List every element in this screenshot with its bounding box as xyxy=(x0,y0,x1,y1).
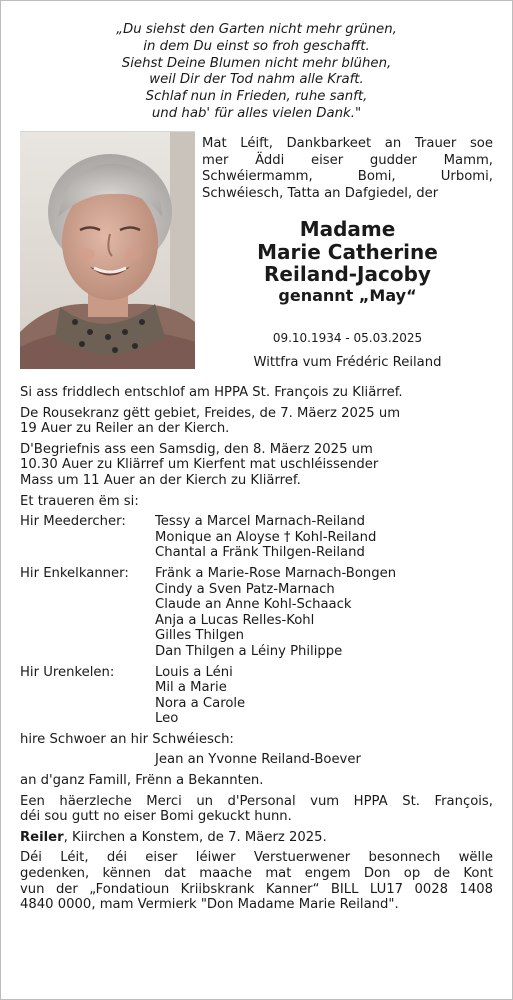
mourner-name: Chantal a Fränk Thilgen-Reiland xyxy=(155,545,365,561)
intro-line: Schwéiesch, Tatta an Dafgiedel, der xyxy=(202,185,439,201)
group-names xyxy=(155,514,376,561)
mourner-name: Leo xyxy=(155,711,179,727)
thanks-line: Een häerzleche Merci un d'Personal vum HPPA St. François, xyxy=(20,793,493,809)
mourner-name: Nora a Carole xyxy=(155,695,246,711)
mourner-name: Louis a Léni xyxy=(155,664,233,680)
mourner-name: Gilles Thilgen xyxy=(155,628,244,644)
mourner-group xyxy=(20,514,493,561)
rosary-paragraph xyxy=(20,406,493,437)
group-label: Hir Enkelkanner: xyxy=(20,565,129,581)
poem-line: weil Dir der Tod nahm alle Kraft. xyxy=(149,72,364,88)
intro-line: Mat Léift, Dankbarkeet an Trauer soe xyxy=(202,136,493,151)
intro-line: mer Äddi eiser gudder Mamm, xyxy=(202,152,493,168)
thanks-paragraph xyxy=(20,794,493,825)
deceased-surname: Reiland-Jacoby xyxy=(264,262,431,286)
poem-line: Schlaf nun in Frieden, ruhe sanft, xyxy=(145,89,368,105)
mourner-name: Fränk a Marie-Rose Marnach-Bongen xyxy=(155,565,397,581)
deceased-title: Madame xyxy=(299,217,396,241)
group-names xyxy=(155,665,245,727)
group-names xyxy=(155,566,396,660)
sibling-name: Jean an Yvonne Reiland-Boever xyxy=(155,752,361,768)
mourner-name: Monique an Aloyse † Kohl-Reiland xyxy=(155,529,377,545)
donation-line: gedenken, kënnen dat maache mat engem Don op de Kont xyxy=(20,866,493,882)
family-line: an d'ganz Famill, Frënn a Bekannten. xyxy=(20,773,264,789)
funeral-line: D'Begriefnis ass een Samsdig, den 8. Mäerz 2025 um xyxy=(20,441,373,457)
donation-line: Déi Léit, déi eiser léiwer Verstuerwener besonnech wëlle xyxy=(20,850,493,866)
poem xyxy=(0,22,513,123)
place-name: Reiler xyxy=(20,829,64,845)
group-label: Hir Meedercher: xyxy=(20,514,126,530)
funeral-line: 10.30 Auer zu Kliärref um Kierfent mat uschléissender xyxy=(20,457,379,473)
mourner-name: Tessy a Marcel Marnach-Reiland xyxy=(155,514,366,530)
funeral-line: Mass um 11 Auer an der Kierch zu Kliärref. xyxy=(20,472,301,488)
mourner-name: Anja a Lucas Relles-Kohl xyxy=(155,612,315,628)
place-date: , Kiirchen a Konstem, de 7. Mäerz 2025. xyxy=(63,829,327,845)
donation-line: 4840 0000, mam Vermierk "Don Madame Marie Reiland". xyxy=(20,897,399,913)
life-dates: 09.10.1934 - 05.03.2025 xyxy=(272,331,423,345)
intro-text xyxy=(202,136,493,202)
poem-line: Siehst Deine Blumen nicht mehr blühen, xyxy=(121,55,392,71)
poem-line: in dem Du einst so froh geschafft. xyxy=(143,38,370,54)
sibling-intro: hire Schwoer an hir Schwéiesch: xyxy=(20,731,234,747)
donation-paragraph xyxy=(20,850,493,912)
mourner-group xyxy=(20,665,493,727)
donation-line: vun der „Fondatioun Kriibskrank Kanner“ BILL LU17 0028 1408 xyxy=(20,881,493,897)
notice-body xyxy=(20,385,493,918)
deceased-nickname: genannt „May“ xyxy=(278,285,417,305)
mourner-name: Dan Thilgen a Léiny Philippe xyxy=(155,643,343,659)
mourner-name: Cindy a Sven Patz-Marnach xyxy=(155,581,335,597)
poem-line: „Du siehst den Garten nicht mehr grünen, xyxy=(116,22,397,37)
intro-line: Schwéiermamm, Bomi, Urbomi, xyxy=(202,169,493,185)
mourner-group xyxy=(20,566,493,660)
rosary-line: De Rousekranz gëtt gebiet, Freides, de 7. Mäerz 2025 um xyxy=(20,405,401,421)
funeral-paragraph xyxy=(20,442,493,489)
group-label: Hir Urenkelen: xyxy=(20,664,115,680)
rosary-line: 19 Auer zu Reiler an der Kierch. xyxy=(20,421,230,437)
thanks-line: déi sou gutt no eiser Bomi gekuckt hunn. xyxy=(20,809,292,825)
deceased-first-names: Marie Catherine xyxy=(257,239,438,264)
mourner-name: Mil a Marie xyxy=(155,680,227,696)
place-date-line xyxy=(20,830,493,846)
deceased-name-block xyxy=(202,218,493,306)
portrait-photo xyxy=(20,131,195,369)
widow-of: Wittfra vum Frédéric Reiland xyxy=(253,355,442,370)
poem-line: und hab' für alles vielen Dank." xyxy=(151,105,362,121)
mourners-intro: Et traueren ëm si: xyxy=(20,493,139,509)
mourner-name: Claude an Anne Kohl-Schaack xyxy=(155,597,352,613)
death-place-paragraph: Si ass friddlech entschlof am HPPA St. François zu Kliärref. xyxy=(20,385,403,400)
